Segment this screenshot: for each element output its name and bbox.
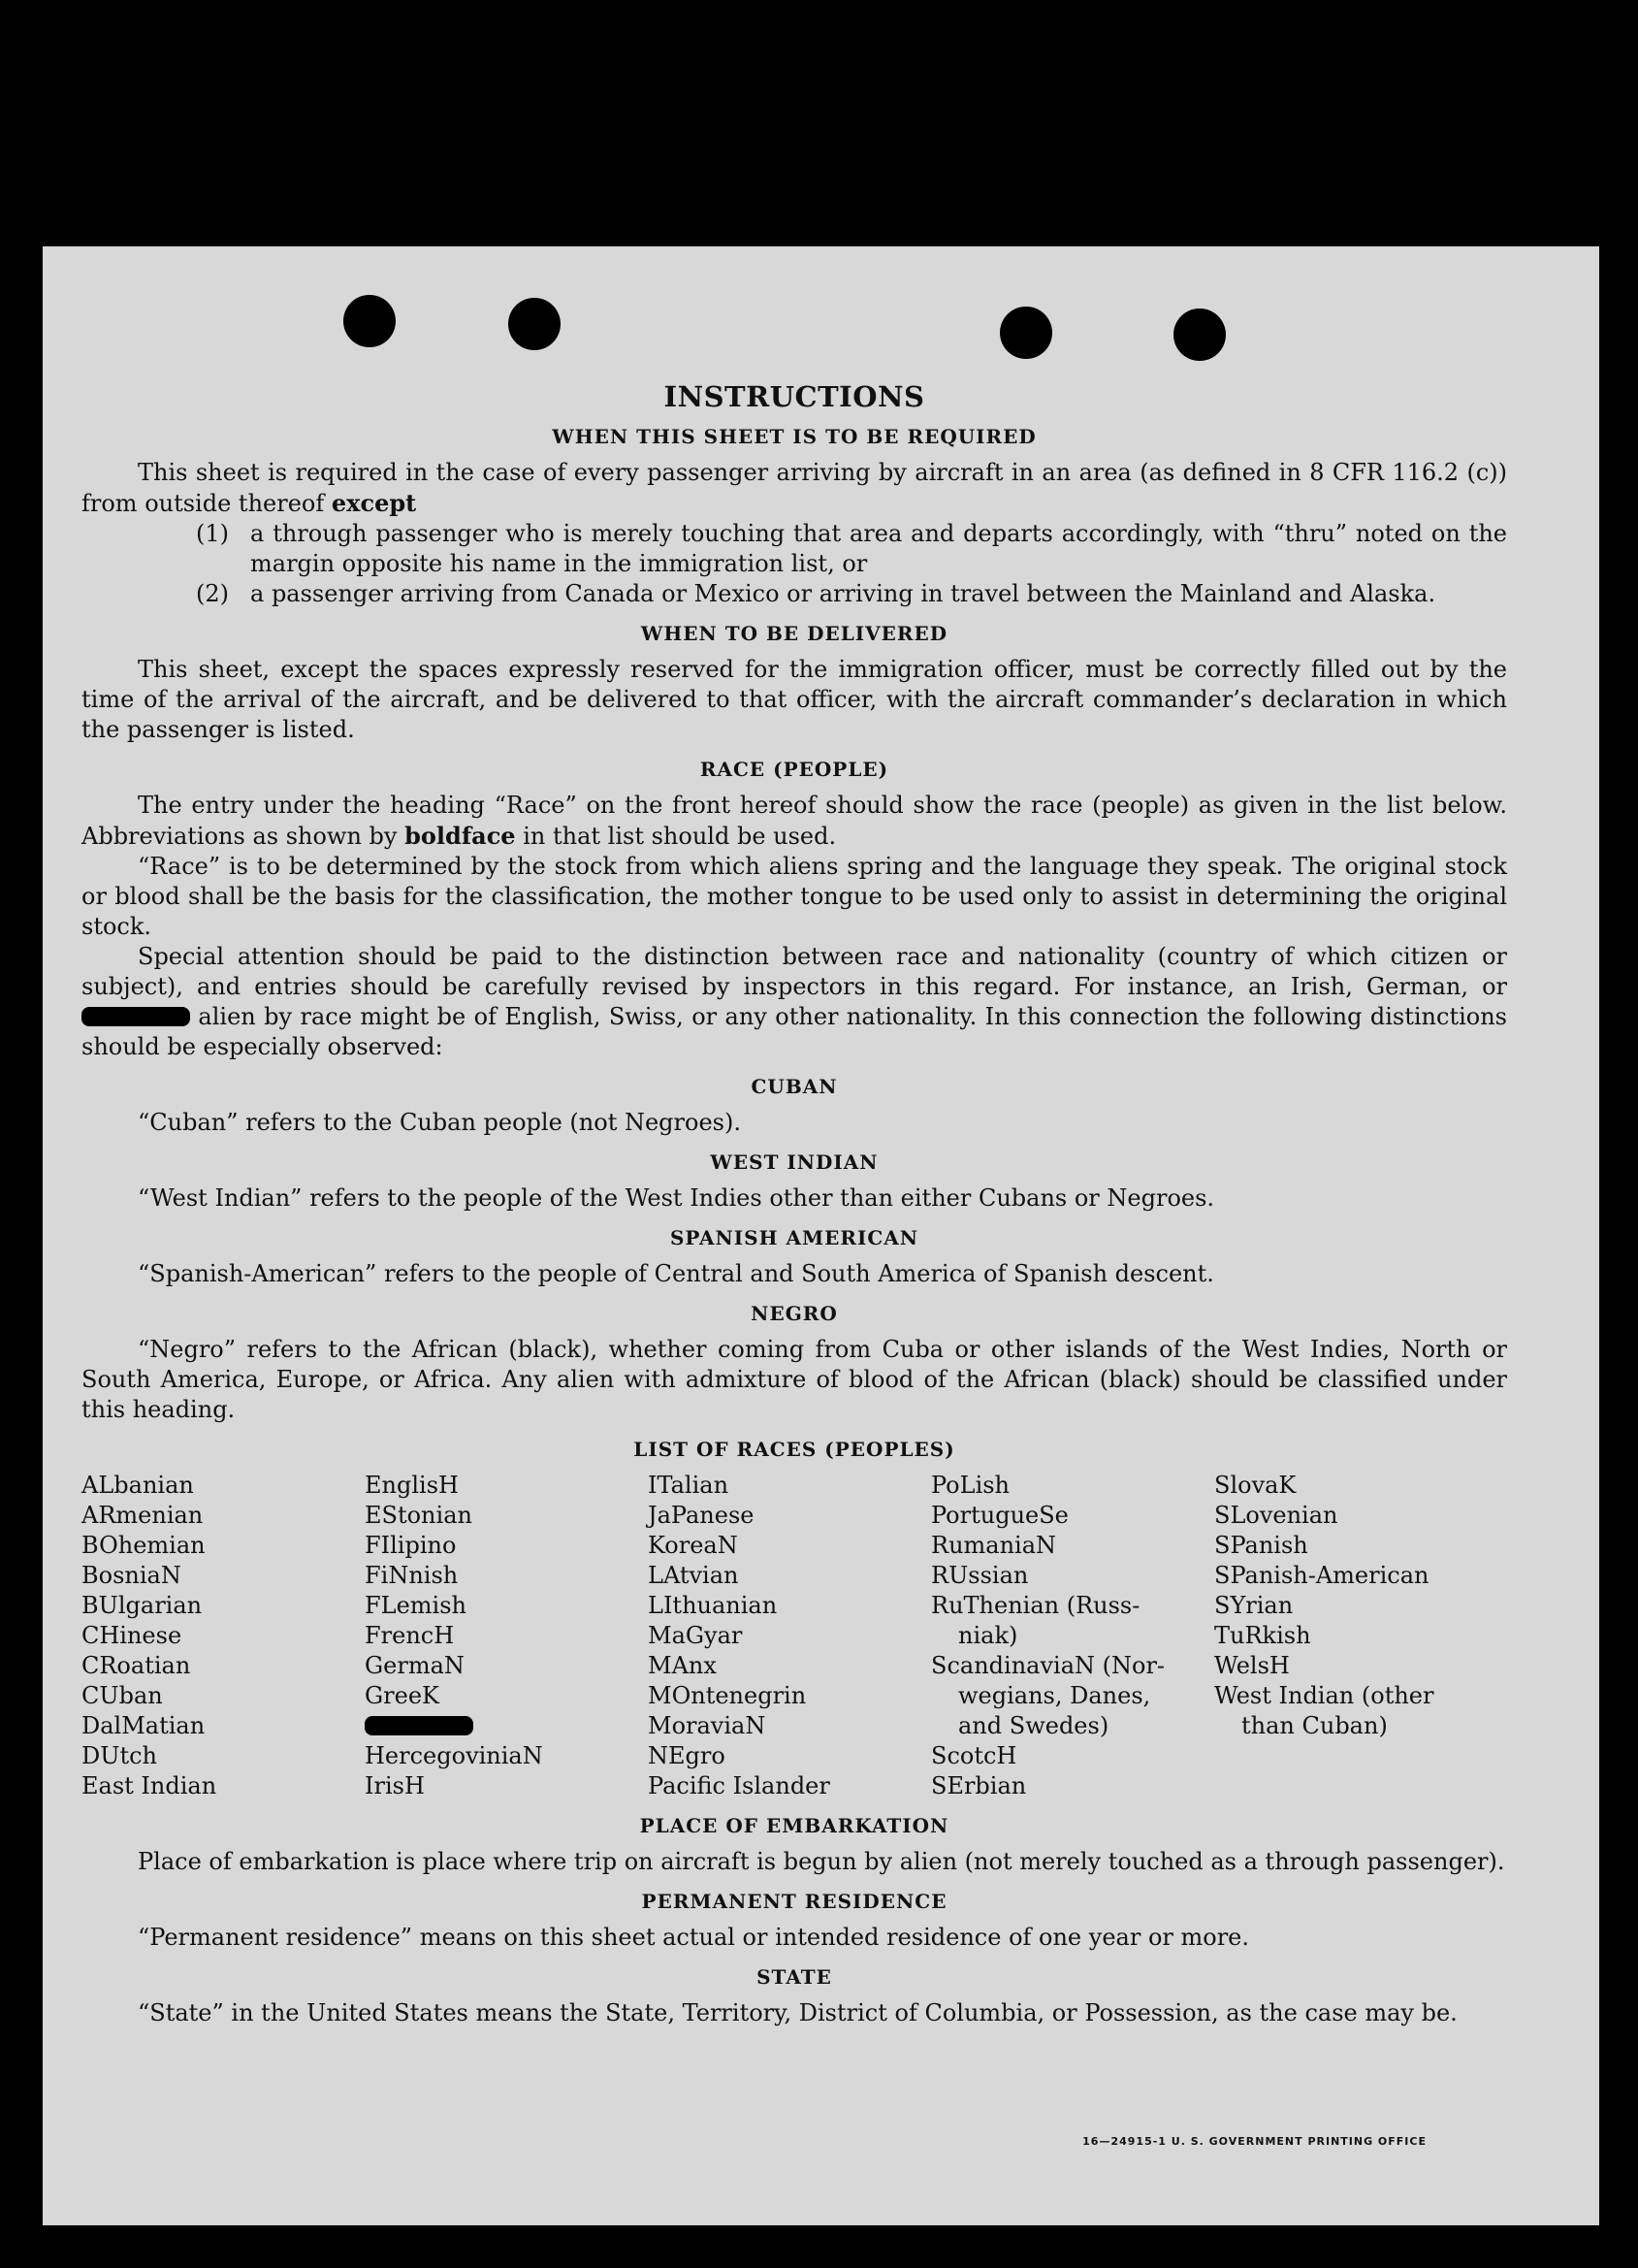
races-column <box>81 1471 365 1801</box>
race-entry: SLovenian <box>1214 1502 1338 1529</box>
race-entry: SlovaK <box>1214 1472 1297 1499</box>
section-heading: PERMANENT RESIDENCE <box>641 1890 947 1913</box>
punch-hole <box>343 295 396 347</box>
race-entry: BUlgarian <box>81 1592 203 1619</box>
race-entry: EStonian <box>365 1502 472 1529</box>
race-entry: SPanish-American <box>1214 1562 1429 1589</box>
race-entry: DalMatian <box>81 1712 206 1739</box>
race-entry: GermaN <box>365 1652 465 1679</box>
paragraph: “Race” is to be determined by the stock from which aliens spring and the language they speak. The original stock or blood shall be the basis for the classification, the mother tongue to be used only to assist in determining the original stock. <box>81 853 1507 940</box>
section-heading: WHEN TO BE DELIVERED <box>640 622 948 645</box>
race-entry: RUssian <box>931 1562 1029 1589</box>
section-heading: LIST OF RACES (PEOPLES) <box>633 1438 955 1461</box>
item-text: a passenger arriving from Canada or Mexico or arriving in travel between the Mainland and Alaska. <box>250 580 1436 607</box>
section-heading: PLACE OF EMBARKATION <box>639 1814 949 1837</box>
race-entry: IrisH <box>365 1772 425 1799</box>
race-entry: RuThenian (Russ- <box>931 1592 1140 1619</box>
section-heading: CUBAN <box>751 1075 838 1098</box>
paragraph <box>81 942 1507 1062</box>
race-entry: MoraviaN <box>648 1712 766 1739</box>
paragraph-text: Special attention should be paid to the distinction between race and nationality (country of which citizen or subject), and entries should be carefully revised by inspectors in this regard. For instance, an Irish, German, or <box>81 943 1507 1000</box>
race-entry: NEgro <box>648 1742 725 1769</box>
race-entry: FIlipino <box>365 1532 457 1559</box>
race-entry: and Swedes) <box>958 1712 1109 1739</box>
race-entry: BOhemian <box>81 1532 206 1559</box>
races-column <box>1214 1471 1497 1801</box>
race-entry: LIthuanian <box>648 1592 778 1619</box>
race-entry: SPanish <box>1214 1532 1308 1559</box>
paragraph: “Spanish-American” refers to the people of Central and South America of Spanish descent. <box>138 1260 1214 1287</box>
section-heading: WHEN THIS SHEET IS TO BE REQUIRED <box>552 425 1037 448</box>
item-number: (1) <box>196 520 229 547</box>
paragraph: “Permanent residence” means on this sheet actual or intended residence of one year or more. <box>138 1924 1249 1951</box>
race-entry: MaGyar <box>648 1622 743 1649</box>
race-entry: wegians, Danes, <box>958 1682 1151 1709</box>
item-number: (2) <box>196 580 229 607</box>
race-entry: FLemish <box>365 1592 466 1619</box>
race-entry: ARmenian <box>81 1502 204 1529</box>
race-entry: ScotcH <box>931 1742 1017 1769</box>
race-entry: JaPanese <box>648 1502 755 1529</box>
section-heading: NEGRO <box>751 1302 838 1325</box>
race-entry: TuRkish <box>1214 1622 1311 1649</box>
race-entry: FrencH <box>365 1622 455 1649</box>
section-heading: RACE (PEOPLE) <box>699 758 889 781</box>
bold-text: boldface <box>404 822 516 850</box>
race-entry: Pacific Islander <box>648 1772 830 1799</box>
page-title: INSTRUCTIONS <box>663 380 925 413</box>
list-item <box>196 579 1507 609</box>
paragraph <box>81 458 1507 519</box>
races-table <box>81 1471 1507 1801</box>
race-entry: MAnx <box>648 1652 717 1679</box>
race-entry: EnglisH <box>365 1472 459 1499</box>
list-item <box>196 519 1507 579</box>
race-entry: GreeK <box>365 1682 439 1709</box>
printer-footer: 16—24915-1 U. S. GOVERNMENT PRINTING OFFICE <box>1082 2135 1427 2148</box>
races-column <box>931 1471 1214 1801</box>
race-entry: SYrian <box>1214 1592 1294 1619</box>
race-entry: CUban <box>81 1682 163 1709</box>
punch-hole <box>1173 308 1226 361</box>
section-heading: SPANISH AMERICAN <box>669 1226 919 1249</box>
paragraph: “State” in the United States means the State, Territory, District of Columbia, or Possession, as the case may be. <box>138 1999 1458 2026</box>
race-entry: HercegoviniaN <box>365 1742 543 1769</box>
race-entry: RumaniaN <box>931 1532 1057 1559</box>
race-entry: WelsH <box>1214 1652 1290 1679</box>
section-heading: WEST INDIAN <box>710 1150 879 1174</box>
section-heading: STATE <box>756 1965 832 1989</box>
races-column <box>365 1471 648 1801</box>
paragraph-text: in that list should be used. <box>523 823 837 850</box>
race-entry: SErbian <box>931 1772 1027 1799</box>
race-entry: ALbanian <box>81 1472 194 1499</box>
race-entry: East Indian <box>81 1772 217 1799</box>
paragraph: “Cuban” refers to the Cuban people (not Negroes). <box>138 1109 741 1136</box>
instructions-body <box>81 382 1507 2028</box>
paragraph-text: The entry under the heading “Race” on the front hereof should show the race (people) as given in the list below. Abbreviations as shown by <box>81 792 1507 850</box>
race-entry: ITalian <box>648 1472 729 1499</box>
race-entry: MOntenegrin <box>648 1682 807 1709</box>
race-entry: KoreaN <box>648 1532 738 1559</box>
paragraph-text: This sheet is required in the case of every passenger arriving by aircraft in an area (as defined in 8 CFR 116.2 (c)) from outside thereof <box>81 459 1507 517</box>
race-entry: PortugueSe <box>931 1502 1069 1529</box>
race-entry: DUtch <box>81 1742 158 1769</box>
race-entry: West Indian (other <box>1214 1682 1434 1709</box>
paragraph <box>81 791 1507 852</box>
paragraph: “West Indian” refers to the people of the West Indies other than either Cubans or Negroes. <box>138 1184 1215 1212</box>
paragraph: This sheet, except the spaces expressly reserved for the immigration officer, must be correctly filled out by the time of the arrival of the aircraft, and be delivered to that officer, with the aircraft commander’s declaration in which the passenger is listed. <box>81 656 1507 743</box>
race-entry: niak) <box>958 1622 1018 1649</box>
document-page <box>43 246 1599 2225</box>
race-entry: FiNnish <box>365 1562 459 1589</box>
race-entry: BosniaN <box>81 1562 181 1589</box>
paragraph: Place of embarkation is place where trip on aircraft is begun by alien (not merely touched as a through passenger). <box>138 1848 1505 1875</box>
redaction-mark <box>81 1007 190 1026</box>
race-entry: LAtvian <box>648 1562 739 1589</box>
race-entry: ScandinaviaN (Nor- <box>931 1652 1166 1679</box>
paragraph-text: alien by race might be of English, Swiss, or any other nationality. In this connection the following distinctions should be especially observed: <box>81 1003 1507 1060</box>
race-entry: CRoatian <box>81 1652 191 1679</box>
race-entry: than Cuban) <box>1241 1712 1388 1739</box>
punch-hole <box>508 298 561 350</box>
redacted-entry <box>365 1711 648 1741</box>
punch-hole <box>1000 307 1052 359</box>
race-entry: CHinese <box>81 1622 182 1649</box>
bold-text: except <box>331 489 417 517</box>
item-text: a through passenger who is merely touching that area and departs accordingly, with “thru” noted on the margin opposite his name in the immigration list, or <box>250 520 1507 577</box>
races-column <box>648 1471 931 1801</box>
paragraph: “Negro” refers to the African (black), whether coming from Cuba or other islands of the West Indies, North or South America, Europe, or Africa. Any alien with admixture of blood of the African (black) should be classified under this heading. <box>81 1336 1507 1423</box>
race-entry: PoLish <box>931 1472 1011 1499</box>
redaction-mark <box>365 1716 473 1735</box>
